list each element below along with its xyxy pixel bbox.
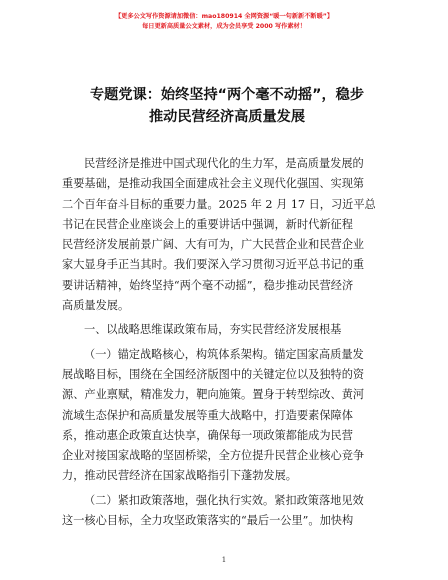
text-line: 书记在民营企业座谈会上的重要讲话中强调，新时代新征程 bbox=[62, 217, 353, 231]
text-line: 民营经济是推进中国式现代化的生力军，是高质量发展的 bbox=[84, 157, 364, 170]
promo-banner-line-2: 每日更新高质量公文素材，成为会员享受 2000 写作素材！ bbox=[142, 23, 306, 30]
text-line: 家大显身手正当其时。我们要深入学习贯彻习近平总书记的重 bbox=[62, 258, 365, 272]
text-line: （一）锚定战略核心，构筑体系架构。锚定国家高质量发 bbox=[84, 347, 364, 361]
text-line: 要讲话精神，始终坚持“两个毫不动摇”，稳步推动民营经济 bbox=[62, 278, 354, 292]
title-line-2: 推动民营经济高质量发展 bbox=[148, 109, 306, 125]
text-line: 二个百年奋斗目标的重要力量。2025 年 2 月 17 日，习近平总 bbox=[62, 197, 376, 211]
section-heading-1 bbox=[62, 320, 390, 340]
paragraph-subsection-1 bbox=[62, 345, 390, 487]
document-body bbox=[62, 154, 390, 531]
document-title bbox=[62, 84, 392, 128]
text-line: 高质量发展。 bbox=[62, 299, 130, 313]
title-line-1: 专题党课：始终坚持“两个毫不动摇”，稳步 bbox=[89, 87, 365, 103]
text-line: 源、产业禀赋，精准发力，靶向施策。置身于转型综改、黄河 bbox=[62, 388, 365, 402]
text-line: 流域生态保护和高质量发展等重大战略中，打造要素保障体 bbox=[62, 408, 353, 422]
text-line: 系，推动惠企政策直达快享，确保每一项政策都能成为民营 bbox=[62, 428, 353, 442]
section-heading-text: 一、以战略思维谋政策布局，夯实民营经济发展根基 bbox=[84, 323, 342, 337]
text-line: 民营经济发展前景广阔、大有可为，广大民营企业和民营企业 bbox=[62, 238, 365, 252]
text-line: 重要基础，是推动我国全面建成社会主义现代化强国、实现第 bbox=[62, 177, 365, 191]
paragraph-subsection-2 bbox=[62, 491, 390, 532]
promo-banner-line-1: 【更多公文写作资源请加微信：mao180914 全网资源“暖一句新新不断暖”】 bbox=[114, 13, 334, 20]
paragraph-intro bbox=[62, 154, 390, 316]
text-line: 这一核心目标，全力攻坚政策落实的“最后一公里”。加快构 bbox=[62, 514, 354, 528]
text-line: 力，推动民营经济在国家战略指引下蓬勃发展。 bbox=[62, 469, 297, 483]
text-line: 企业对接国家战略的坚固桥梁，全方位提升民营企业核心竞争 bbox=[62, 449, 365, 463]
text-line: 展战略目标，围绕在全国经济版图中的关键定位以及独特的资 bbox=[62, 367, 365, 381]
page-number: 1 bbox=[221, 556, 227, 564]
text-line: （二）紧扣政策落地，强化执行实效。紧扣政策落地见效 bbox=[84, 493, 364, 507]
promo-banner bbox=[0, 12, 448, 32]
